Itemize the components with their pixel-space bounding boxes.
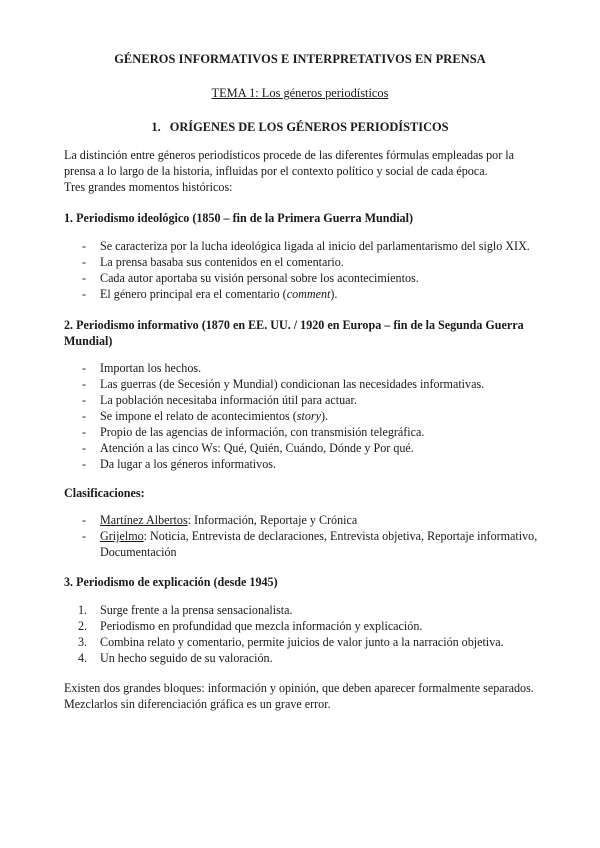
list-item: - La población necesitaba información útil para actuar. <box>82 393 357 407</box>
item-number: 2. <box>78 619 88 633</box>
section-number: 1. <box>151 120 161 134</box>
list-item: - Las guerras (de Secesión y Mundial) condicionan las necesidades informativas. <box>82 377 485 391</box>
item-number: 3. <box>78 635 88 649</box>
dash-marker: - <box>82 255 87 269</box>
period-2-heading: 2. Periodismo informativo (1870 en EE. UU. / 1920 en Europa – fin de la Segunda Guerra Mundial) <box>64 318 524 348</box>
closing-paragraph <box>64 680 542 712</box>
list-item: - El género principal era el comentario (comment). <box>82 287 338 301</box>
closing-line: Existen dos grandes bloques: información y opinión, que deben aparecer formalmente separados. <box>64 681 534 695</box>
topic-title: TEMA 1: Los géneros periodísticos <box>211 86 389 100</box>
dash-marker: - <box>82 513 87 527</box>
dash-marker: - <box>82 361 87 375</box>
document-title: GÉNEROS INFORMATIVOS E INTERPRETATIVOS EN PRENSA <box>114 52 486 66</box>
section-heading <box>0 119 600 135</box>
period-3-list <box>64 602 542 666</box>
list-item: - Se impone el relato de acontecimientos (story). <box>82 409 329 423</box>
dash-marker: - <box>82 377 87 391</box>
list-item: 2. Periodismo en profundidad que mezcla información y explicación. <box>78 619 423 633</box>
list-item: 4. Un hecho seguido de su valoración. <box>78 651 273 665</box>
dash-marker: - <box>82 239 87 253</box>
section-title: ORÍGENES DE LOS GÉNEROS PERIODÍSTICOS <box>169 120 449 134</box>
dash-marker: - <box>82 409 87 423</box>
list-item: - Grijelmo: Noticia, Entrevista de declaraciones, Entrevista objetiva, Reportaje informativo, <box>82 529 538 543</box>
list-item: 3. Combina relato y comentario, permite juicios de valor junto a la narración objetiva. <box>78 635 504 649</box>
dash-marker: - <box>82 457 87 471</box>
item-number: 4. <box>78 651 88 665</box>
list-item: - Importan los hechos. <box>82 361 202 375</box>
intro-paragraph <box>64 147 542 195</box>
list-item: 1. Surge frente a la prensa sensacionalista. <box>78 603 293 617</box>
author-name: Grijelmo <box>100 529 144 543</box>
closing-line: Mezclarlos sin diferenciación gráfica es un grave error. <box>64 697 331 711</box>
intro-line: La distinción entre géneros periodísticos procede de las diferentes fórmulas empleadas por la <box>64 148 514 162</box>
dash-marker: - <box>82 425 87 439</box>
intro-line: Tres grandes momentos históricos: <box>64 180 233 194</box>
item-number: 1. <box>78 603 88 617</box>
dash-marker: - <box>82 271 87 285</box>
dash-marker: - <box>82 287 87 301</box>
period-1-heading: 1. Periodismo ideológico (1850 – fin de la Primera Guerra Mundial) <box>64 211 413 225</box>
list-item: - Atención a las cinco Ws: Qué, Quién, Cuándo, Dónde y Por qué. <box>82 441 414 455</box>
list-item: - Martínez Albertos: Información, Reportaje y Crónica <box>82 513 358 527</box>
dash-marker: - <box>82 529 87 543</box>
author-name: Martínez Albertos <box>100 513 188 527</box>
list-item: - Da lugar a los géneros informativos. <box>82 457 276 471</box>
list-item: - Cada autor aportaba su visión personal sobre los acontecimientos. <box>82 271 419 285</box>
list-item: - La prensa basaba sus contenidos en el comentario. <box>82 255 344 269</box>
dash-marker: - <box>82 393 87 407</box>
classifications-list <box>64 512 542 560</box>
classifications-heading: Clasificaciones: <box>64 486 145 500</box>
period-1-list <box>64 238 542 302</box>
list-item: - Se caracteriza por la lucha ideológica ligada al inicio del parlamentarismo del siglo XIX. <box>82 239 530 253</box>
intro-line: prensa a lo largo de la historia, influidas por el contexto político y social de cada época. <box>64 164 488 178</box>
period-3-heading: 3. Periodismo de explicación (desde 1945) <box>64 575 278 589</box>
dash-marker: - <box>82 441 87 455</box>
period-2-list <box>64 360 542 472</box>
list-item-continuation: Documentación <box>100 545 177 559</box>
list-item: - Propio de las agencias de información, con transmisión telegráfica. <box>82 425 425 439</box>
